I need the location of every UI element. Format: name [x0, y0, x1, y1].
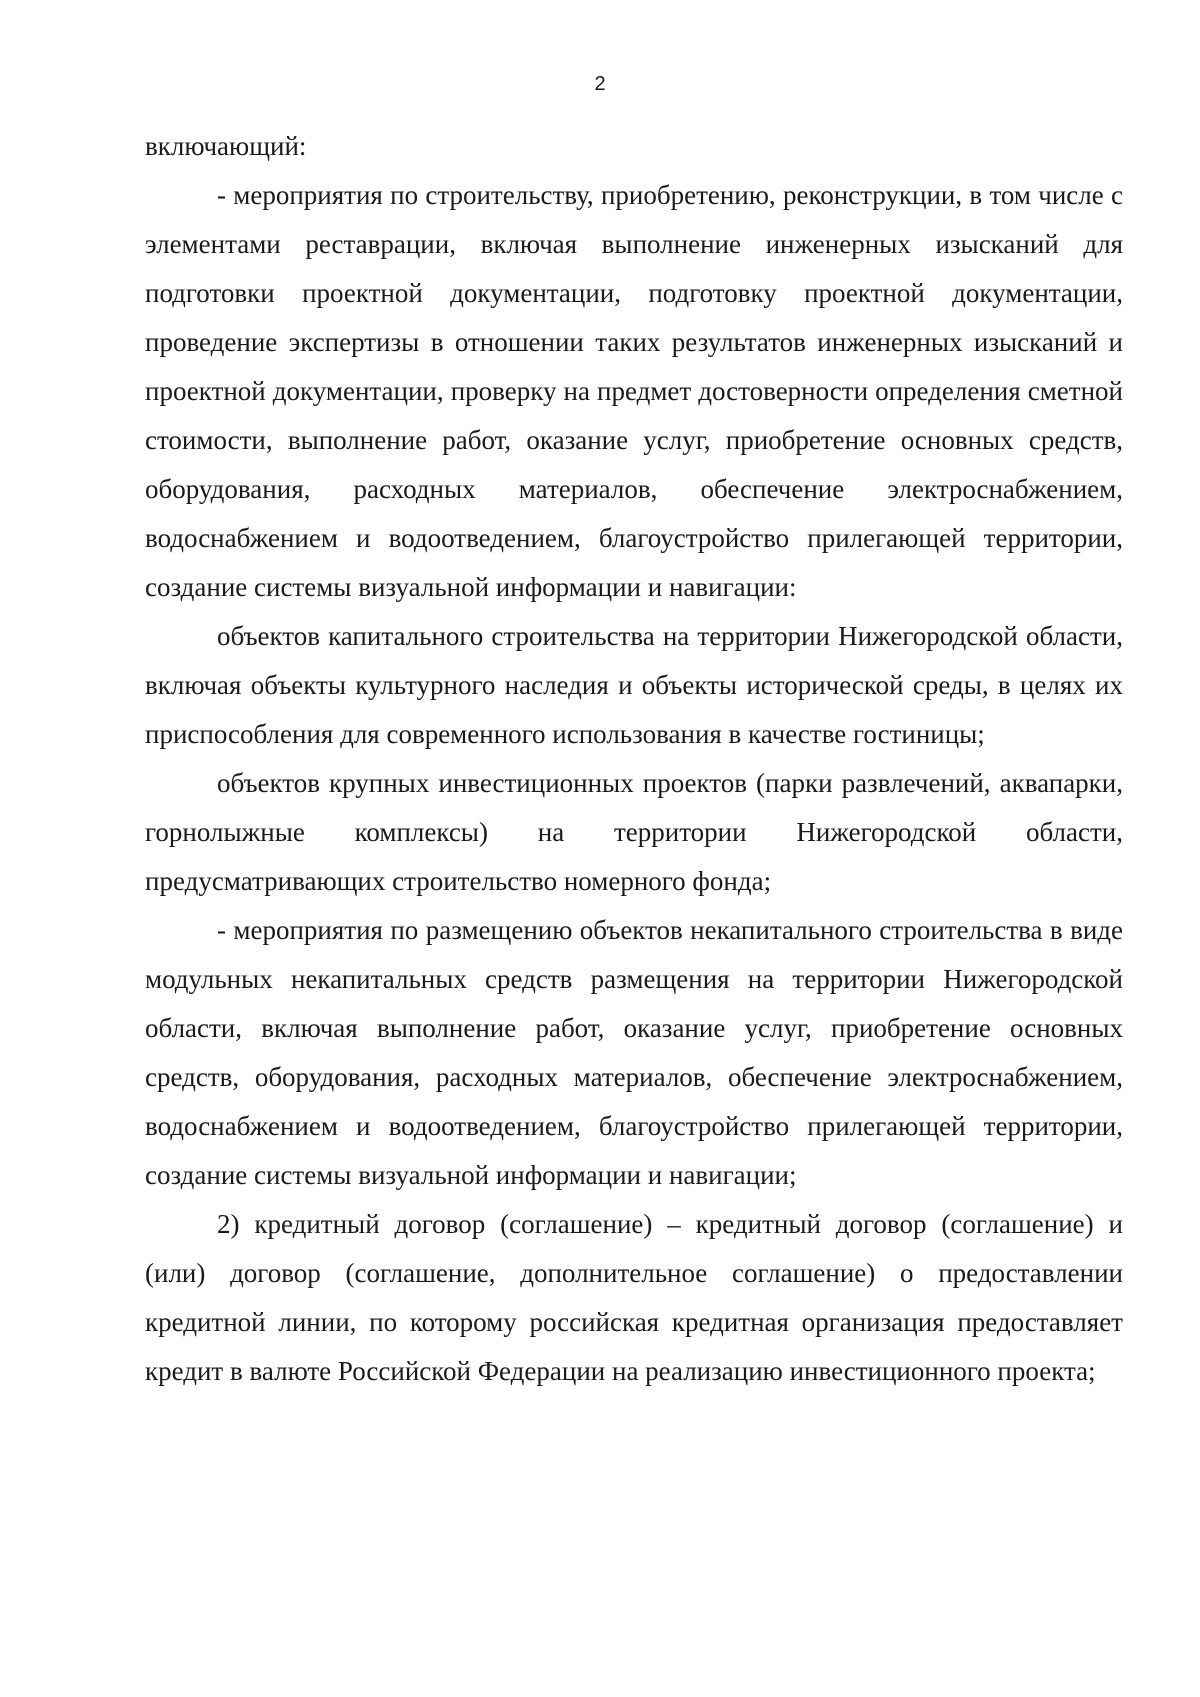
paragraph-capital-construction-measures: - мероприятия по строительству, приобретению, реконструкции, в том числе с элементами реставрации, включая выполнение инженерных изысканий для подготовки проектной документации, подготовку проектной документации, проведение экспертизы в отношении таких результатов инженерных изысканий и проектной документации, проверку на предмет достоверности определения сметной стоимости, выполнение работ, оказание услуг, приобретение основных средств, оборудования, расходных материалов, обеспечение электроснабжением, водоснабжением и водоотведением, благоустройство прилегающей территории, создание системы визуальной информации и навигации:	[145, 180, 1123, 602]
page-number: 2	[594, 73, 606, 95]
paragraph-credit-agreement: 2) кредитный договор (соглашение) – кредитный договор (соглашение) и (или) договор (соглашение, дополнительное соглашение) о предоставлении кредитной линии, по которому российская кредитная организация предоставляет кредит в валюте Российской Федерации на реализацию инвестиционного проекта;	[145, 1209, 1123, 1386]
paragraph-capital-objects: объектов капитального строительства на территории Нижегородской области, включая объекты культурного наследия и объекты исторической среды, в целях их приспособления для современного использования в качестве гостиницы;	[145, 621, 1123, 749]
document-body	[145, 122, 1123, 1396]
paragraph-large-investment-projects: объектов крупных инвестиционных проектов (парки развлечений, аквапарки, горнолыжные комплексы) на территории Нижегородской области, предусматривающих строительство номерного фонда;	[145, 768, 1123, 896]
paragraph-intro: включающий:	[145, 131, 307, 161]
paragraph-non-capital-measures: - мероприятия по размещению объектов некапитального строительства в виде модульных некапитальных средств размещения на территории Нижегородской области, включая выполнение работ, оказание услуг, приобретение основных средств, оборудования, расходных материалов, обеспечение электроснабжением, водоснабжением и водоотведением, благоустройство прилегающей территории, создание системы визуальной информации и навигации;	[145, 915, 1123, 1190]
